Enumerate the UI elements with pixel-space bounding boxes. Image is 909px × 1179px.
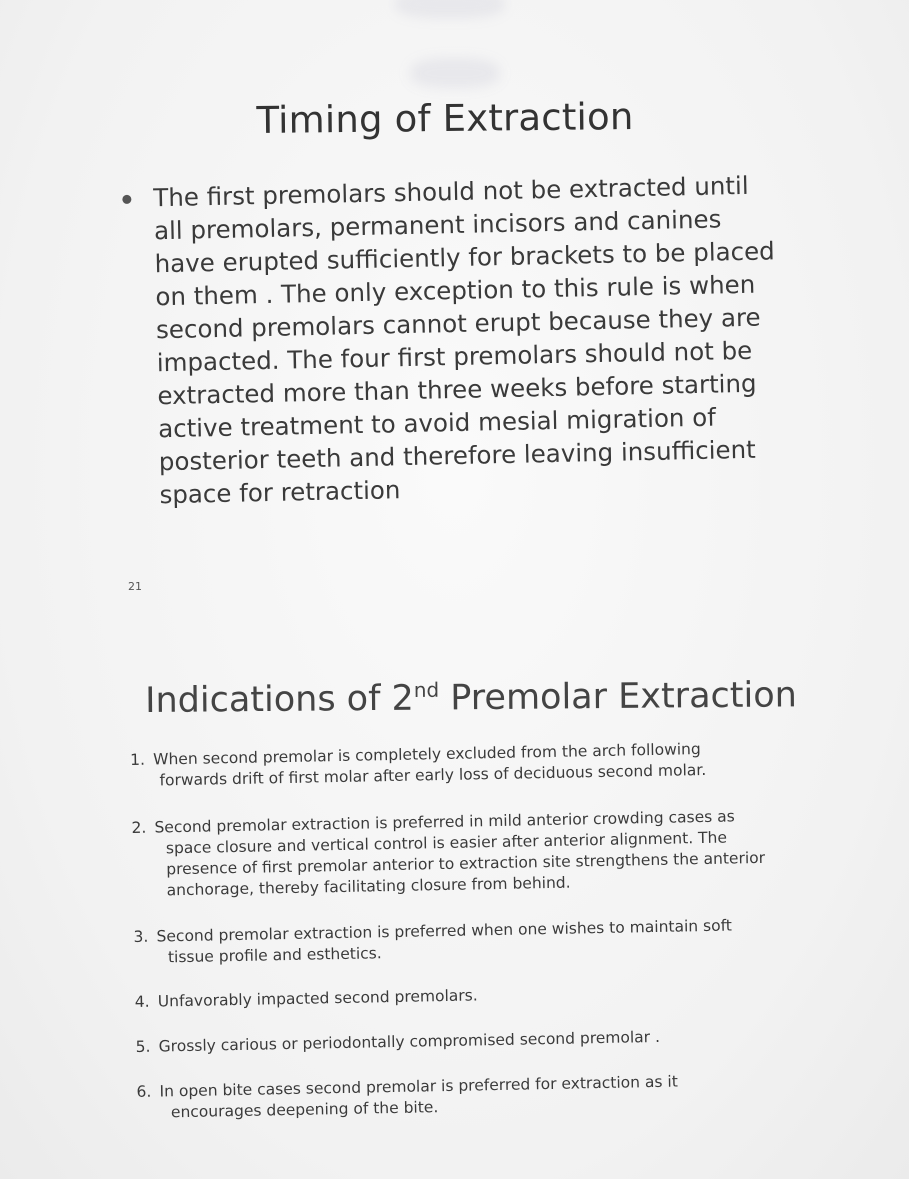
- bullet-paragraph: [120, 168, 787, 512]
- title-prefix: Indications of 2: [145, 678, 415, 721]
- bullet-text: The first premolars should not be extracted until all premolars, permanent incisors and canines have erupted sufficiently for brackets to be placed on them . The only exception to this rule is when second premolars cannot erupt because they are impacted. The four first premolars should not be extracted more than three weeks before starting active treatment to avoid mesial migration of posterior teeth and therefore leaving insufficient space for retraction: [153, 170, 775, 510]
- list-number: 2.: [131, 818, 147, 837]
- list-item-continuation: tissue profile and esthetics.: [167, 944, 382, 967]
- list-item-first-line: Second premolar extraction is preferred when one wishes to maintain soft: [156, 916, 733, 946]
- title-suffix: Premolar Extraction: [439, 675, 798, 719]
- list-item: [130, 737, 791, 792]
- list-item-continuation: forwards drift of first molar after early loss of deciduous second molar.: [159, 760, 707, 790]
- list-item-first-line: In open bite cases second premolar is preferred for extraction as it: [159, 1072, 678, 1101]
- list-item-first-line: When second premolar is completely excluded from the arch following: [153, 740, 701, 769]
- list-number: 6.: [136, 1082, 152, 1101]
- list-number: 1.: [130, 750, 146, 769]
- list-item-continuation: space closure and vertical control is easier after anterior alignment. The presence of first premolar anterior to extraction site strengthens the anterior anchorage, thereby facilitating closure from behind.: [165, 828, 766, 900]
- bleed-through-mark: [410, 58, 500, 88]
- page-number: 21: [128, 580, 142, 593]
- list-item-continuation: encourages deepening of the bite.: [170, 1098, 439, 1122]
- list-item: [136, 1069, 797, 1124]
- bleed-through-mark: [395, 0, 505, 18]
- list-item-first-line: Second premolar extraction is preferred in mild anterior crowding cases as: [154, 807, 735, 837]
- list-item: [131, 805, 792, 902]
- title-superscript: nd: [413, 677, 440, 702]
- list-number: 3.: [133, 927, 149, 946]
- list-item: [136, 1024, 796, 1058]
- list-item: [135, 979, 795, 1013]
- indications-list: [130, 737, 797, 1124]
- slide-title: [145, 675, 845, 721]
- slide-title: Timing of Extraction: [256, 95, 634, 142]
- list-item-first-line: Unfavorably impacted second premolars.: [157, 986, 478, 1011]
- bullet-icon: [122, 195, 131, 204]
- list-number: 5.: [135, 1037, 151, 1056]
- list-number: 4.: [134, 992, 150, 1011]
- list-item: [133, 914, 794, 969]
- list-item-first-line: Grossly carious or periodontally compromised second premolar .: [158, 1027, 661, 1056]
